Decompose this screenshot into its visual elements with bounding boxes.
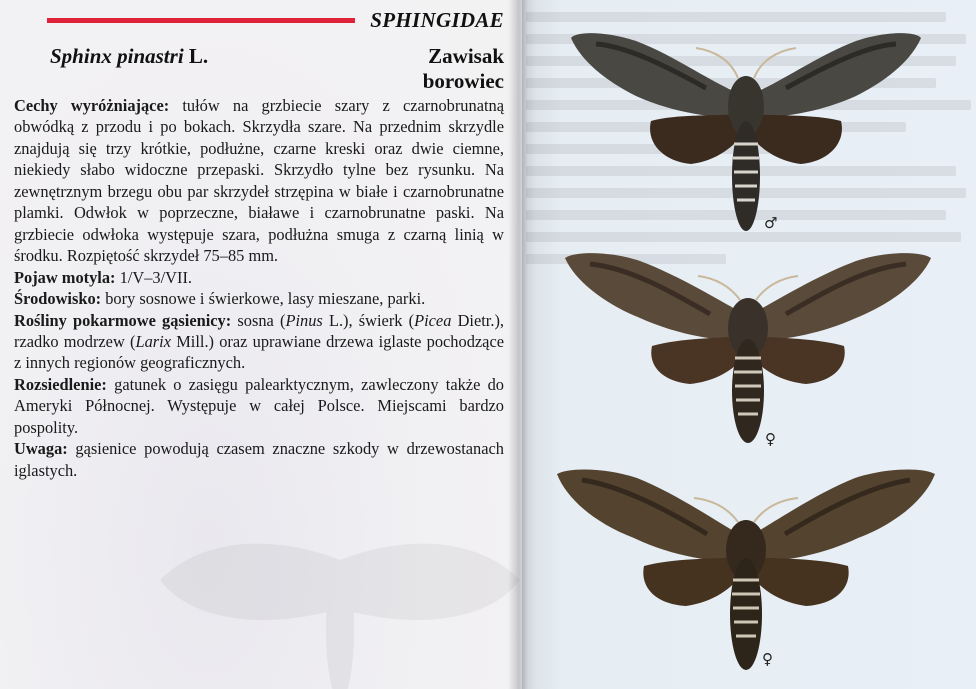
section-flight-period: [14, 267, 504, 288]
section-label: Rośliny pokarmowe gąsienicy:: [14, 310, 232, 330]
book-gutter: [508, 0, 528, 689]
ghost-moth-watermark: [150, 520, 522, 689]
moth-specimen-female-1: [560, 246, 940, 446]
family-heading: SPHINGIDAE: [370, 8, 504, 32]
section-text: tułów na grzbiecie szary z czarnobrunatną obwódką z przodu i po bokach. Skrzydła szare. Na przednim skrzydle znajdują się trzy krótkie, podłużne, czarne kreski oraz dwie ciemne, niekiedy słabo widoczne przepaski. Skrzydło tylne bez rysunku. Na zewnętrznym brzegu obu par skrzydeł strzępina w białe i czarnobrunatne plamki. Odwłok w poprzeczne, białawe i czarnobrunatne paski. Na grzbiecie odwłoka występuje szara, podłużna smuga z czarną linią w środku. Rozpiętość skrzydeł 75–85 mm.: [14, 96, 504, 266]
section-note: [14, 438, 504, 481]
section-label: Rozsiedlenie:: [14, 374, 107, 394]
sex-symbol-female-2: ♀: [762, 650, 773, 668]
section-text: 1/V–3/VII.: [115, 267, 192, 287]
section-features: [14, 95, 504, 267]
common-name: [423, 44, 504, 94]
sex-symbol-female-1: ♀: [765, 430, 776, 448]
section-text: gatunek o zasięgu palearktycznym, zawleczony także do Ameryki Północnej. Występuje w całej Polsce. Miejscami bardzo pospolity.: [14, 374, 504, 437]
species-description: [14, 95, 504, 481]
section-food-plants: Rośliny pokarmowe gąsienicy: sosna (Pinus L.), świerk (Picea Dietr.), rzadko modrzew (Larix Mill.) oraz uprawiane drzewa iglaste pochodzące z innych regionów geograficznych.: [14, 310, 504, 373]
common-name-line2: borowiec: [422, 69, 504, 93]
common-name-line1: Zawisak: [428, 44, 504, 68]
section-label: Uwaga:: [14, 439, 68, 459]
header-rule: [47, 18, 355, 23]
section-label: Pojaw motyla:: [14, 267, 116, 287]
moth-specimen-male: [566, 26, 926, 236]
section-label: Cechy wyróżniające:: [14, 96, 170, 115]
scientific-author: L.: [188, 44, 209, 68]
section-text: bory sosnowe i świerkowe, lasy mieszane, parki.: [101, 289, 426, 309]
right-page-plate: [522, 0, 976, 689]
section-text: gąsienice powodują czasem znaczne szkody w drzewostanach iglastych.: [14, 439, 504, 480]
moth-specimen-female-2: [552, 462, 942, 672]
section-distribution: [14, 374, 504, 438]
sex-symbol-male: ♂: [764, 214, 778, 232]
scientific-genus-species: Sphinx pinastri: [50, 44, 184, 68]
section-habitat: [14, 288, 504, 309]
scientific-name: [50, 44, 208, 69]
section-label: Środowisko:: [14, 289, 102, 309]
